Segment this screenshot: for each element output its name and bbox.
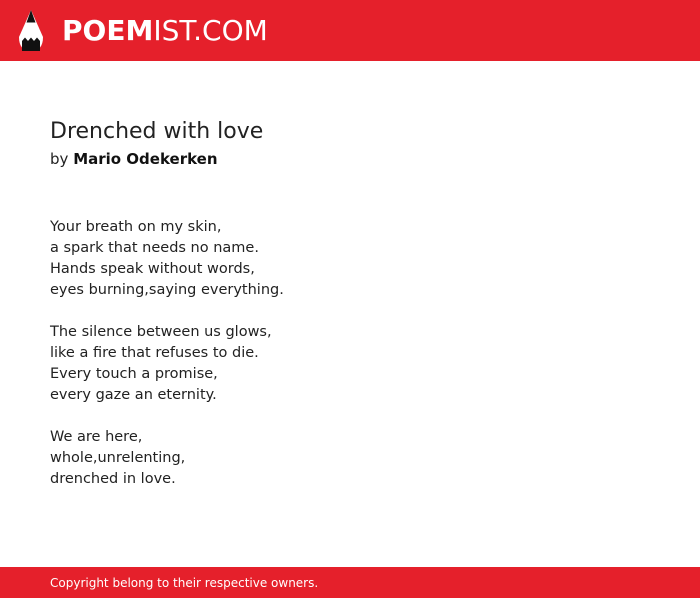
poem-line: whole,unrelenting,: [50, 450, 186, 466]
poem-line: every gaze an eternity.: [50, 387, 217, 403]
poem-line: like a fire that refuses to die.: [50, 345, 259, 361]
poem-line: drenched in love.: [50, 471, 176, 487]
poem-body: [50, 217, 650, 490]
site-footer: [0, 567, 700, 598]
pen-nib-icon: [18, 10, 44, 52]
poem-line: a spark that needs no name.: [50, 240, 259, 256]
site-logo-link[interactable]: [18, 10, 268, 52]
poem-byline: [50, 147, 650, 171]
poem-title: Drenched with love: [50, 119, 264, 144]
poem-line: We are here,: [50, 429, 143, 445]
poem-line: The silence between us glows,: [50, 324, 272, 340]
stanza-1: [50, 217, 650, 301]
poem-line: eyes burning,saying everything.: [50, 282, 284, 298]
stanza-2: [50, 322, 650, 406]
poem-content: [50, 117, 650, 511]
site-brand: [62, 10, 268, 52]
poem-line: Hands speak without words,: [50, 261, 255, 277]
brand-text-light: IST.COM: [153, 14, 268, 47]
copyright-notice: Copyright belong to their respective owners.: [50, 576, 319, 590]
site-header: [0, 0, 700, 61]
author-link[interactable]: Mario Odekerken: [73, 150, 218, 168]
by-label: by: [50, 150, 69, 168]
stanza-3: [50, 427, 650, 490]
poem-line: Every touch a promise,: [50, 366, 218, 382]
poem-line: Your breath on my skin,: [50, 219, 222, 235]
brand-text-bold: POEM: [62, 14, 154, 47]
